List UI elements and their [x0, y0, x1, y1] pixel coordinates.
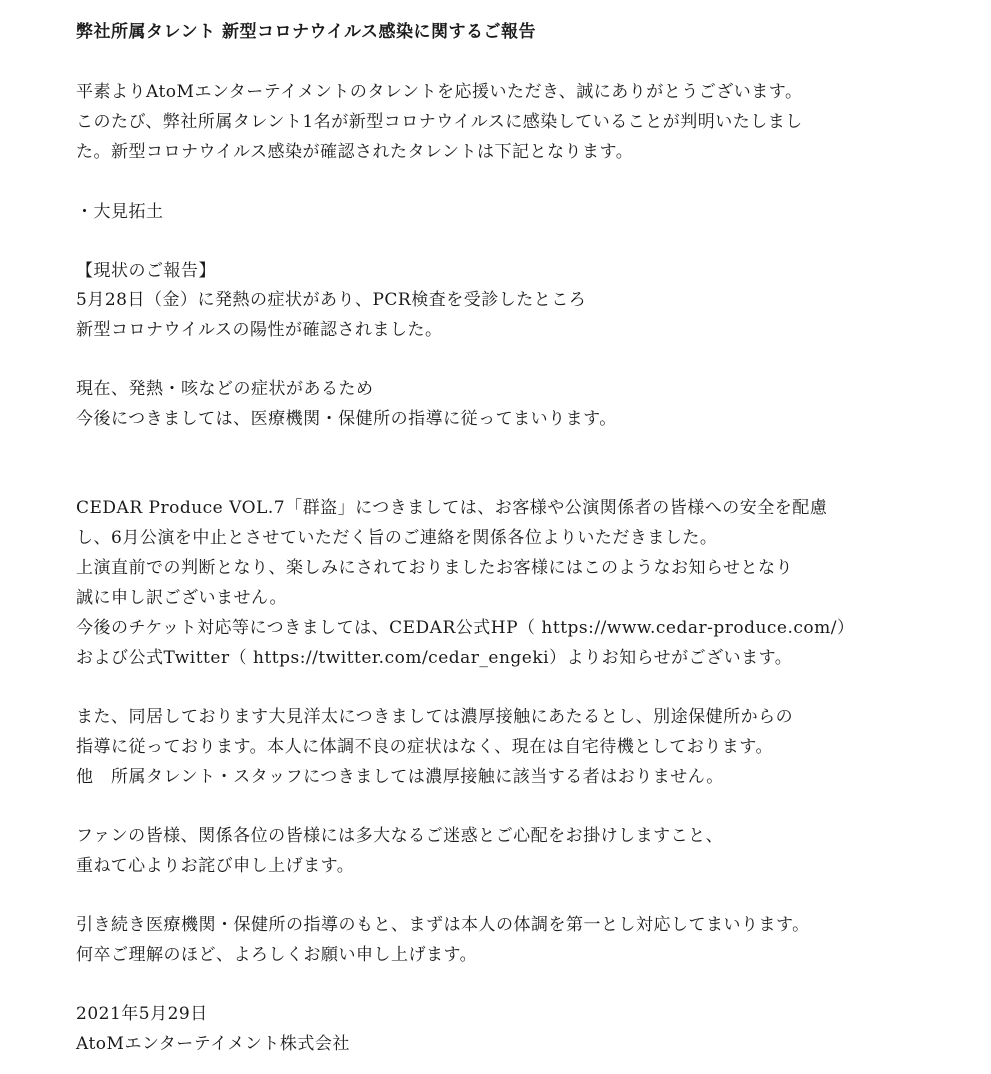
intro-line-1: 平素よりAtoMエンターテイメントのタレントを応援いただき、誠にありがとうございます。	[76, 82, 803, 102]
document-date: 2021年5月29日	[76, 1004, 208, 1024]
intro-line-2: このたび、弊社所属タレント1名が新型コロナウイルスに感染していることが判明いたしまし	[76, 112, 803, 132]
cedar-line-2: し、6月公演を中止とさせていただく旨のご連絡を関係各位よりいただきました。	[76, 528, 718, 548]
cedar-line-6: および公式Twitter（ https://twitter.com/cedar_engeki）よりお知らせがございます。	[76, 648, 793, 668]
cedar-line-4: 誠に申し訳ございません。	[76, 588, 288, 608]
talent-name: ・大見拓土	[76, 202, 164, 222]
current-line-2: 今後につきましては、医療機関・保健所の指導に従ってまいります。	[76, 409, 617, 429]
apology-line-1: ファンの皆様、関係各位の皆様には多大なるご迷惑とご心配をお掛けしますこと、	[76, 826, 724, 846]
contact-line-1: また、同居しております大見洋太につきましては濃厚接触にあたるとし、別途保健所からの	[76, 707, 794, 727]
cedar-line-3: 上演直前での判断となり、楽しみにされておりましたお客様にはこのようなお知らせとなり	[76, 558, 793, 578]
status-line-2: 新型コロナウイルスの陽性が確認されました。	[76, 320, 443, 340]
document-title: 弊社所属タレント 新型コロナウイルス感染に関するご報告	[76, 22, 536, 42]
status-heading: 【現状のご報告】	[76, 261, 216, 281]
closing-line-1: 引き続き医療機関・保健所の指導のもと、まずは本人の体調を第一とし対応してまいります。	[76, 915, 810, 935]
cedar-line-5: 今後のチケット対応等につきましては、CEDAR公式HP（ https://www.cedar-produce.com/）	[76, 618, 855, 638]
closing-line-2: 何卒ご理解のほど、よろしくお願い申し上げます。	[76, 945, 478, 965]
intro-line-3: た。新型コロナウイルス感染が確認されたタレントは下記となります。	[76, 142, 634, 162]
contact-line-2: 指導に従っております。本人に体調不良の症状はなく、現在は自宅待機としております。	[76, 737, 773, 757]
contact-line-3: 他 所属タレント・スタッフにつきましては濃厚接触に該当する者はおりません。	[76, 767, 724, 787]
apology-line-2: 重ねて心よりお詫び申し上げます。	[76, 856, 355, 876]
status-line-1: 5月28日（金）に発熱の症状があり、PCR検査を受診したところ	[76, 290, 587, 310]
cedar-line-1: CEDAR Produce VOL.7「群盗」につきましては、お客様や公演関係者の皆様への安全を配慮	[76, 498, 828, 518]
company-name: AtoMエンターテイメント株式会社	[76, 1034, 350, 1054]
current-line-1: 現在、発熱・咳などの症状があるため	[76, 379, 374, 399]
